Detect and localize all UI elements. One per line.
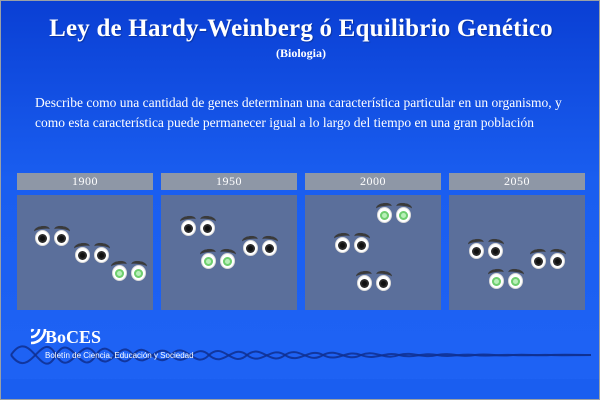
eyes-pair [35,230,69,247]
timeline-column-2000 [305,173,441,310]
timeline-column-2050 [449,173,585,310]
pupil [493,249,498,254]
logo-tagline: Boletín de Ciencia, Educación y Sociedad [45,351,194,360]
eyes-pair [357,275,391,292]
column-year-label: 2050 [449,173,585,190]
eyes-pair [335,237,369,254]
timeline-columns [17,173,585,310]
eyes-pair [531,253,565,270]
column-panel [305,195,441,310]
column-panel [17,195,153,310]
pupil [536,259,541,264]
column-year-label: 1950 [161,173,297,190]
column-year-label: 2000 [305,173,441,190]
eyes-pair [75,247,109,264]
page-subtitle: (Biologia) [276,45,326,60]
eyes-pair [112,265,146,282]
timeline-column-1950 [161,173,297,310]
column-panel [449,195,585,310]
pupil [267,246,272,251]
column-panel [161,195,297,310]
pupil [205,226,210,231]
pupil [474,249,479,254]
eyes-pair [243,240,277,257]
pupil [381,281,386,286]
pupil [362,281,367,286]
page-title: Ley de Hardy-Weinberg ó Equilibrio Genético [49,15,553,42]
logo-wordmark: BoCES [45,327,102,347]
pupil [80,253,85,258]
description-text: Describe como una cantidad de genes determinan una característica particular en un organismo, y como esta característica puede permanecer igual a lo largo del tiempo en una gran población [35,95,562,130]
footer-bar [1,379,600,399]
pupil [59,236,64,241]
eyes-pair [201,253,235,270]
pupil [248,246,253,251]
pupil [40,236,45,241]
logo-block [17,311,247,369]
eyes-pair [469,243,503,260]
title-block [1,15,600,61]
pupil [555,259,560,264]
pupil [99,253,104,258]
eyes-pair [489,273,523,290]
timeline-column-1900 [17,173,153,310]
column-year-label: 1900 [17,173,153,190]
eyes-pair [377,207,411,224]
eyes-pair [181,220,215,237]
pupil [186,226,191,231]
pupil [340,243,345,248]
pupil [359,243,364,248]
